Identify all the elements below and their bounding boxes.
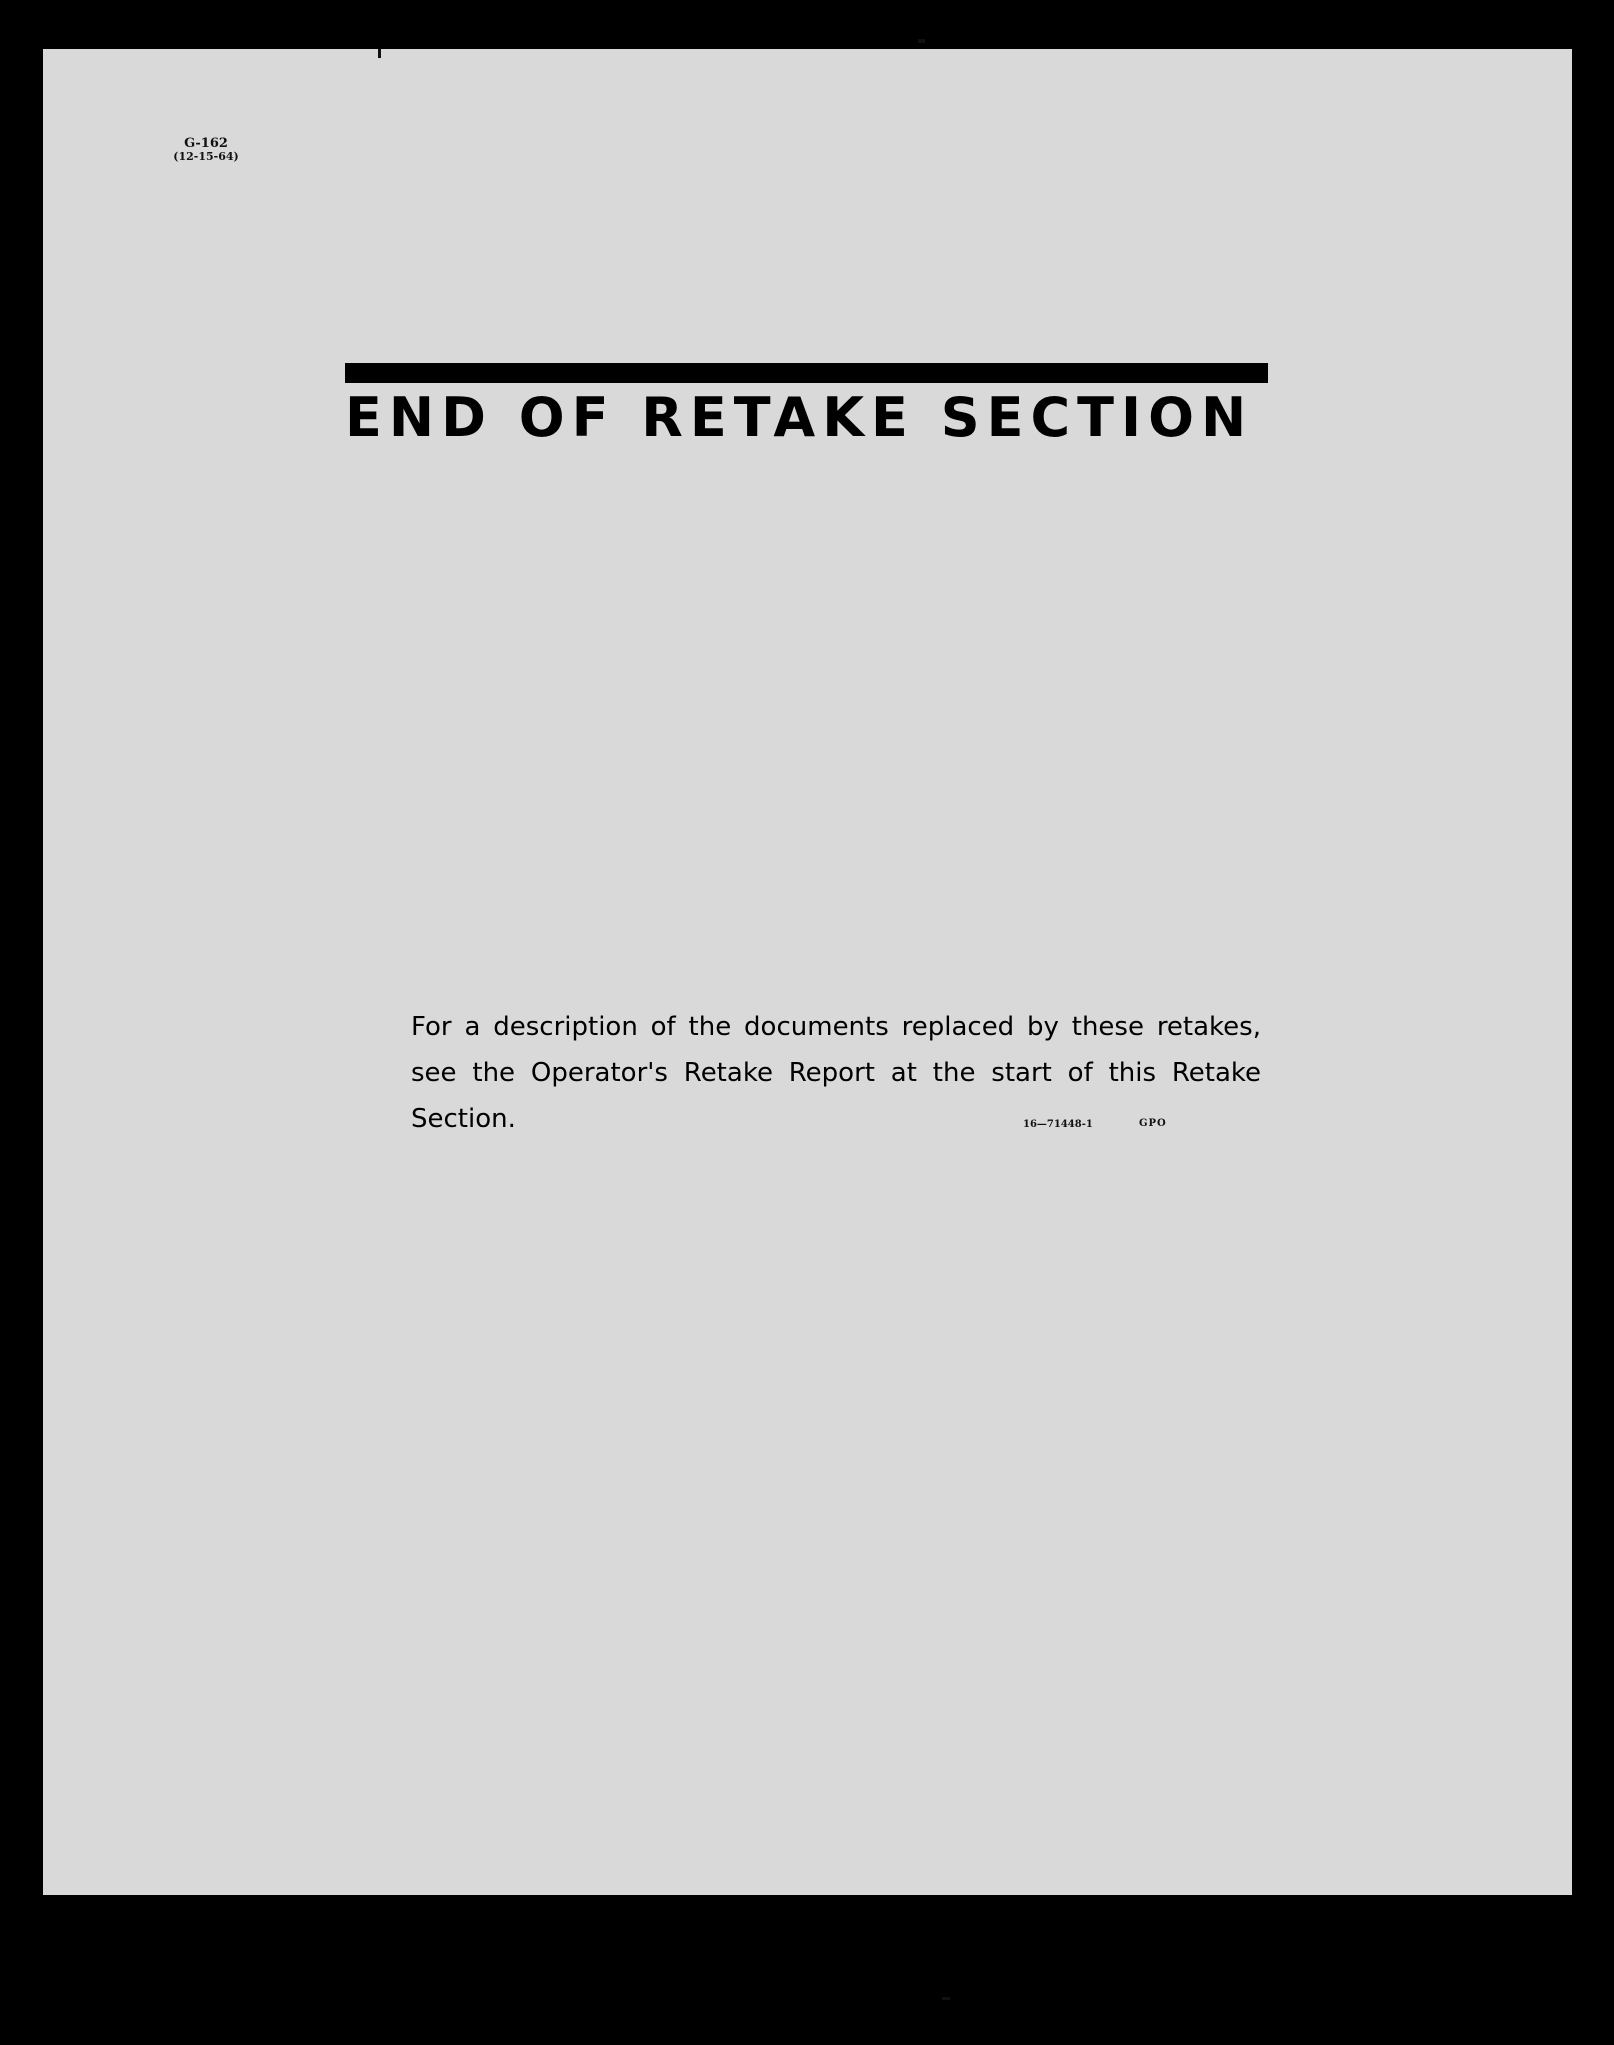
scan-speck bbox=[942, 1997, 950, 2000]
scan-speck bbox=[378, 49, 381, 58]
page-title: END OF RETAKE SECTION bbox=[345, 386, 1254, 449]
document-page bbox=[43, 49, 1572, 1895]
form-code bbox=[141, 137, 271, 163]
print-code: 16—71448-1 bbox=[1023, 1119, 1093, 1130]
title-rule bbox=[345, 363, 1268, 383]
form-number: G-162 bbox=[184, 136, 228, 151]
scan-speck bbox=[918, 39, 925, 43]
description-text: For a description of the documents replaced by these retakes, see the Operator's Retake Report at the start of this Retake Section. bbox=[411, 1012, 1261, 1134]
printer-mark: GPO bbox=[1139, 1118, 1167, 1129]
form-date: (12-15-64) bbox=[173, 150, 239, 164]
